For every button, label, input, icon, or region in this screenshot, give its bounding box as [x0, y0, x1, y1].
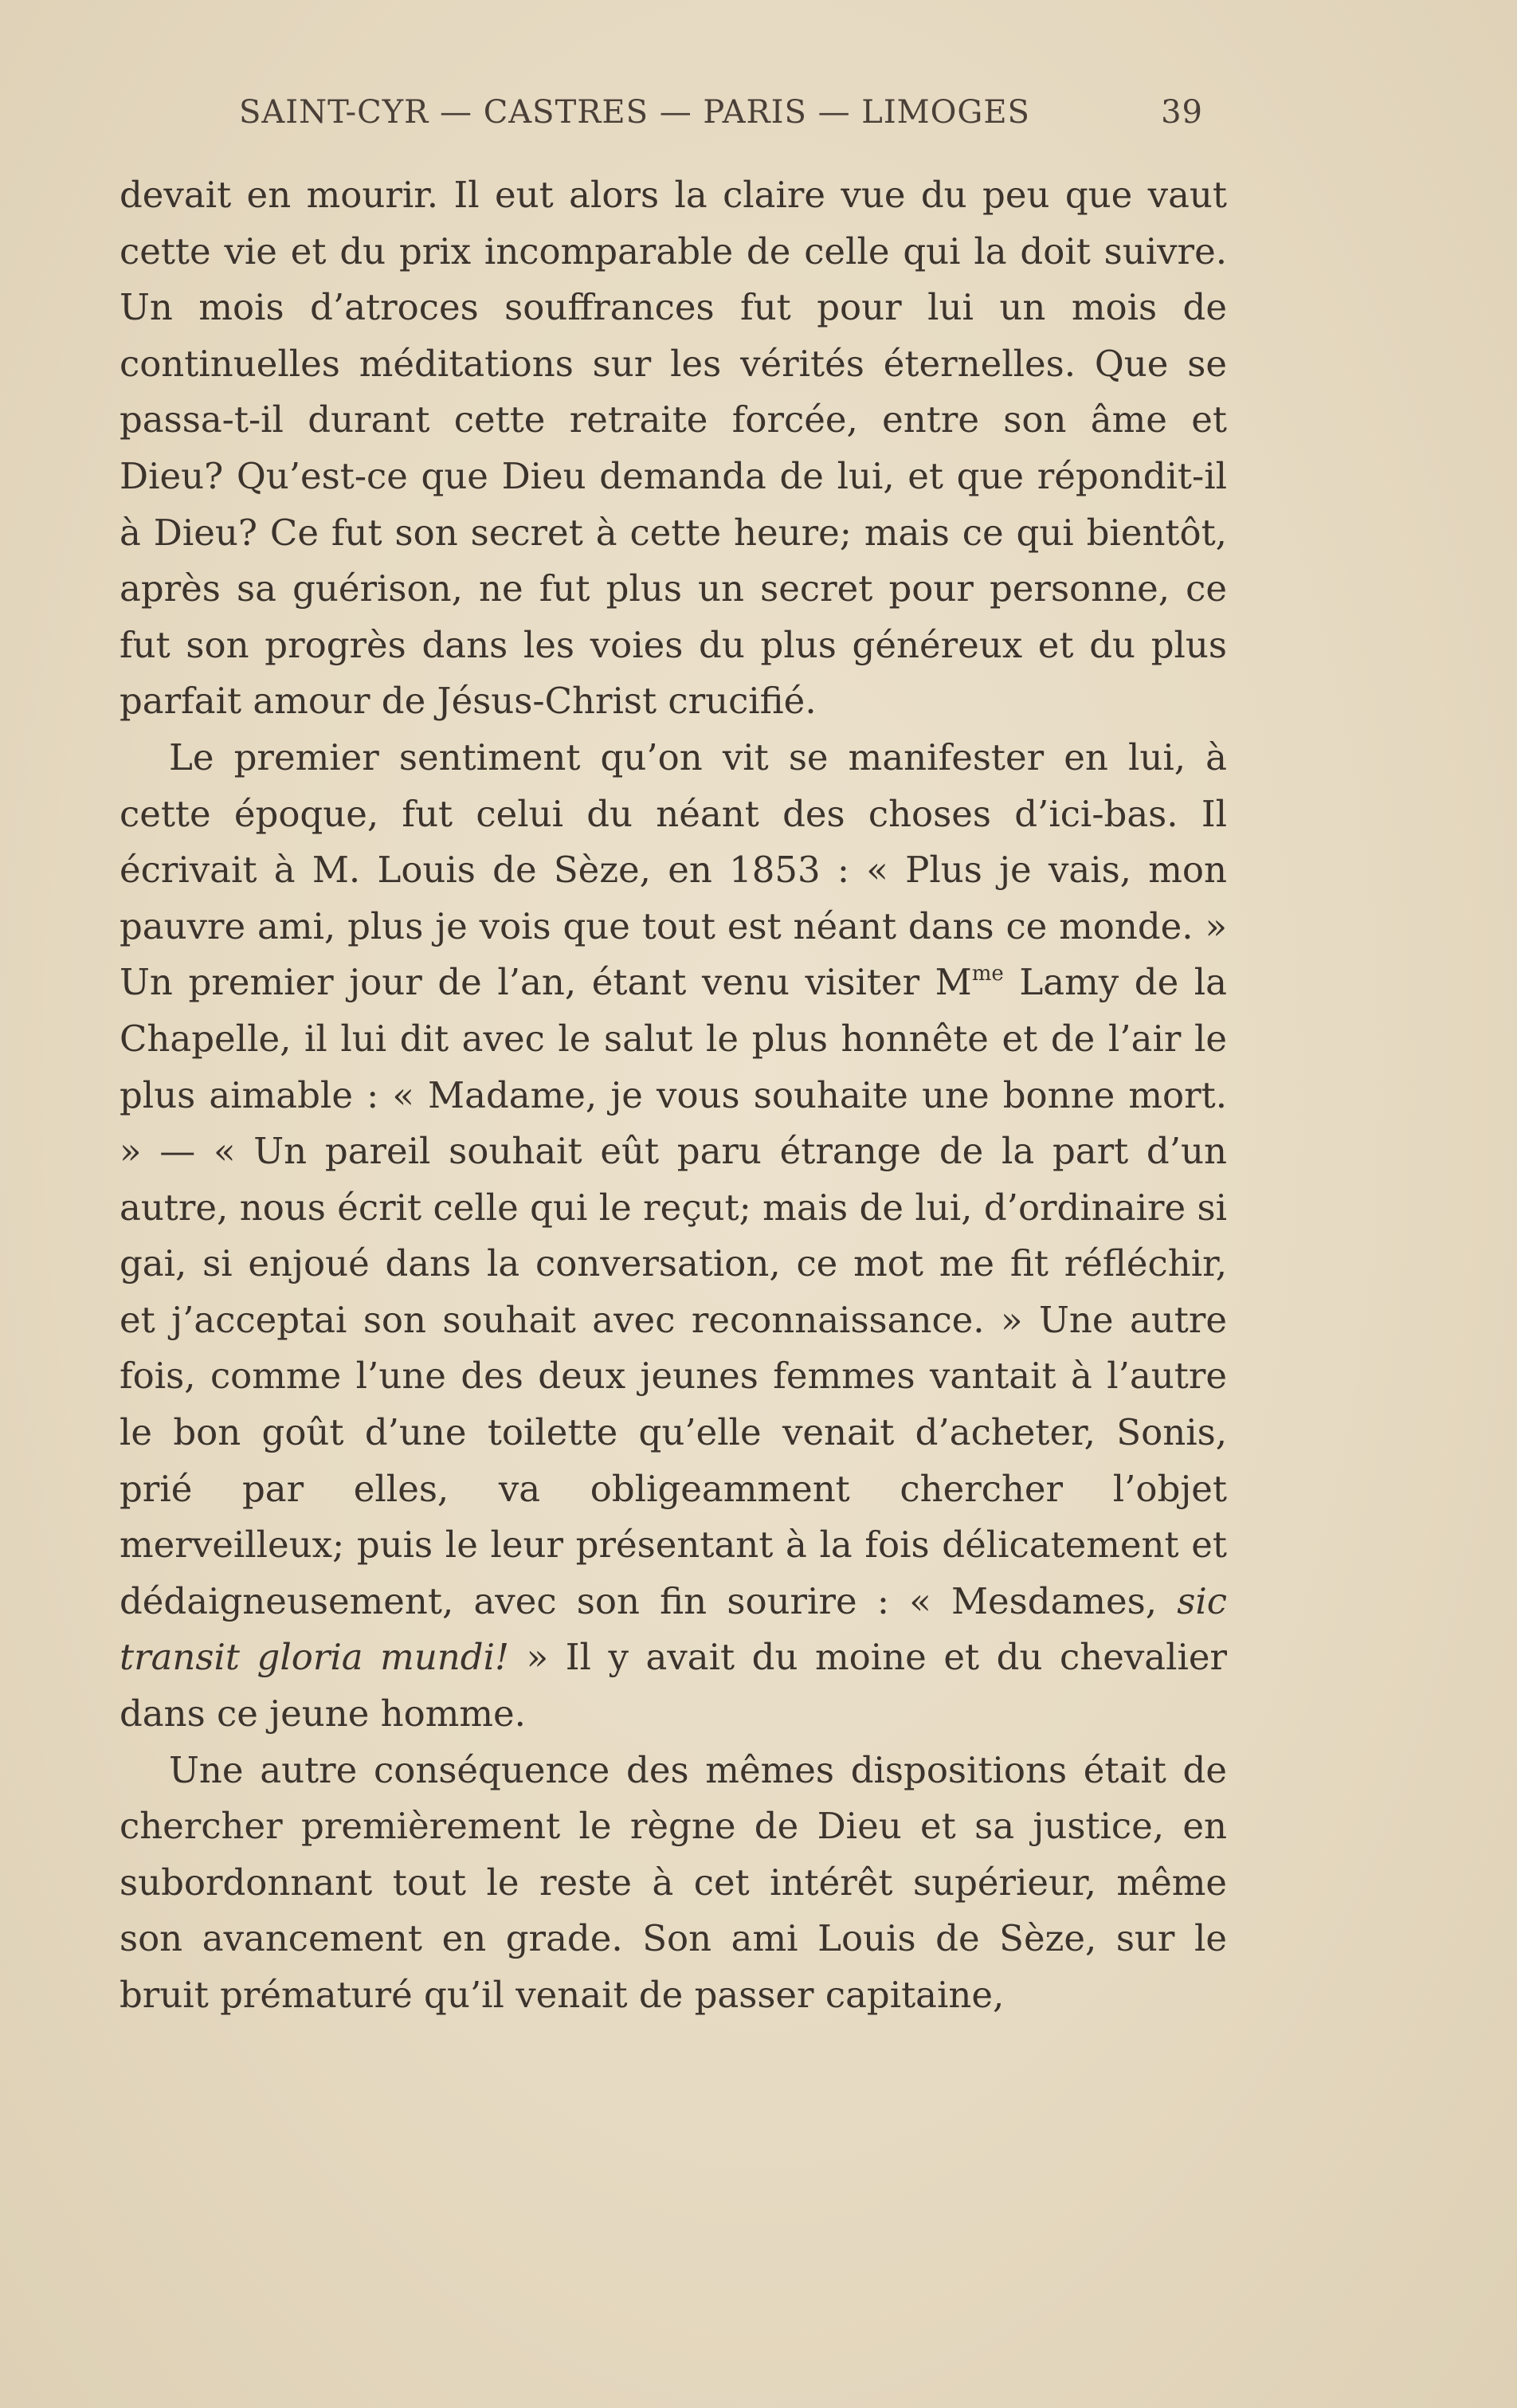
body-text [120, 167, 1227, 2024]
page-number: 39 [1161, 94, 1203, 131]
paragraph-1: devait en mourir. Il eut alors la claire vue du peu que vaut cette vie et du prix incomparable de celle qui la doit suivre. Un mois d’atroces souffrances fut pour lui un mois de continuelles méditations sur les vérités éternelles. Que se passa-t-il durant cette retraite forcée, entre son âme et Dieu? Qu’est-ce que Dieu demanda de lui, et que répondit-il à Dieu? Ce fut son secret à cette heure; mais ce qui bientôt, après sa guérison, ne fut plus un secret pour personne, ce fut son progrès dans les voies du plus généreux et du plus parfait amour de Jésus-Christ crucifié. [120, 174, 1227, 723]
paragraph-2-part-a: Le premier sentiment qu’on vit se manifester en lui, à cette époque, fut celui du néant des choses d’ici-bas. Il écrivait à M. Louis de Sèze, en 1853 : « Plus je vais, mon pauvre ami, plus je vois que tout est néant dans ce monde. » Un premier jour de l’an, étant venu visiter M [120, 735, 1227, 1004]
superscript-me: me [971, 962, 1004, 986]
running-head: SAINT-CYR — CASTRES — PARIS — LIMOGES [239, 94, 1030, 131]
paragraph-2-part-c: » Il y avait du moine et du chevalier dans ce jeune homme. [120, 1636, 1227, 1735]
paragraph-3: Une autre conséquence des mêmes dispositions était de chercher premièrement le règne de Dieu et sa justice, en subordonnant tout le reste à cet intérêt supérieur, même son avancement en grade. Son ami Louis de Sèze, sur le bruit prématuré qu’il venait de passer capitaine, [120, 1748, 1227, 2016]
latin-quote: sic transit gloria mundi! [120, 1579, 1227, 1679]
paragraph-2 [120, 730, 1227, 1743]
page-header [239, 94, 1203, 142]
paragraph-2-part-b: Lamy de la Chapelle, il lui dit avec le salut le plus honnête et de l’air le plus aimable : « Madame, je vous souhaite une bonne mort. » — « Un pareil souhait eût paru étrange de la part d’un autre, nous écrit celle qui le reçut; mais de lui, d’ordinaire si gai, si enjoué dans la conversation, ce mot me fit réfléchir, et j’acceptai son souhait avec reconnaissance. » Une autre fois, comme l’une des deux jeunes femmes vantait à l’autre le bon goût d’une toilette qu’elle venait d’acheter, Sonis, prié par elles, va obligeamment chercher l’objet merveilleux; puis le leur présentant à la fois délicatement et dédaigneusement, avec son fin sourire : « Mesdames, [120, 961, 1228, 1622]
